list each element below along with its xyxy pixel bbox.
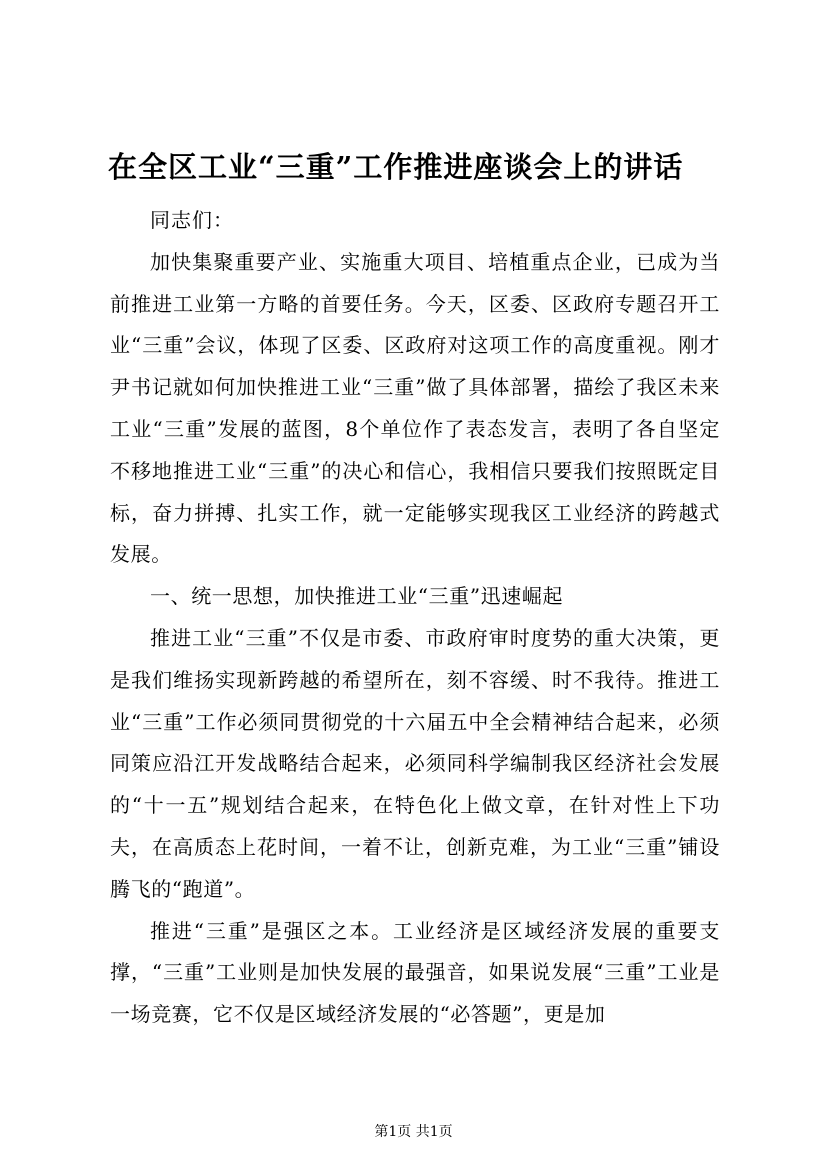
section-heading-1: 一、统一思想，加快推进工业“三重”迅速崛起 xyxy=(150,584,564,609)
paragraph-intro: 加快集聚重要产业、实施重大项目、培植重点企业，已成为当前推进工业第一方略的首要任务。今天，区委、区政府专题召开工业“三重”会议，体现了区委、区政府对这项工作的高度重视。刚才尹书记就如何加快推进工业“三重”做了具体部署，描绘了我区未来工业“三重”发展的蓝图，8个单位作了表态发言，表明了各自坚定不移地推进工业“三重”的决心和信心，我相信只要我们按照既定目标，奋力拼搏、扎实工作，就一定能够实现我区工业经济的跨越式发展。 xyxy=(110,249,720,567)
salutation: 同志们： xyxy=(150,208,234,232)
paragraph-section-1: 推进工业“三重”不仅是市委、市政府审时度势的重大决策，更是我们维扬实现新跨越的希望所在，刻不容缓、时不我待。推进工业“三重”工作必须同贯彻党的十六届五中全会精神结合起来，必须同策应沿江开发战略结合起来，必须同科学编制我区经济社会发展的“十一五”规划结合起来，在特色化上做文章，在针对性上下功夫，在高质态上花时间，一着不让，创新克难，为工业“三重”铺设腾飞的“跑道”。 xyxy=(110,625,720,901)
paragraph-strong-district: 推进“三重”是强区之本。工业经济是区域经济发展的重要支撑，“三重”工业则是加快发展的最强音，如果说发展“三重”工业是一场竞赛，它不仅是区域经济发展的“必答题”，更是加 xyxy=(110,918,720,1027)
document-body xyxy=(110,200,720,1036)
document-title: 在全区工业“三重”工作推进座谈会上的讲话 xyxy=(108,150,684,184)
page-footer: 第1页 共1页 xyxy=(374,1124,453,1140)
